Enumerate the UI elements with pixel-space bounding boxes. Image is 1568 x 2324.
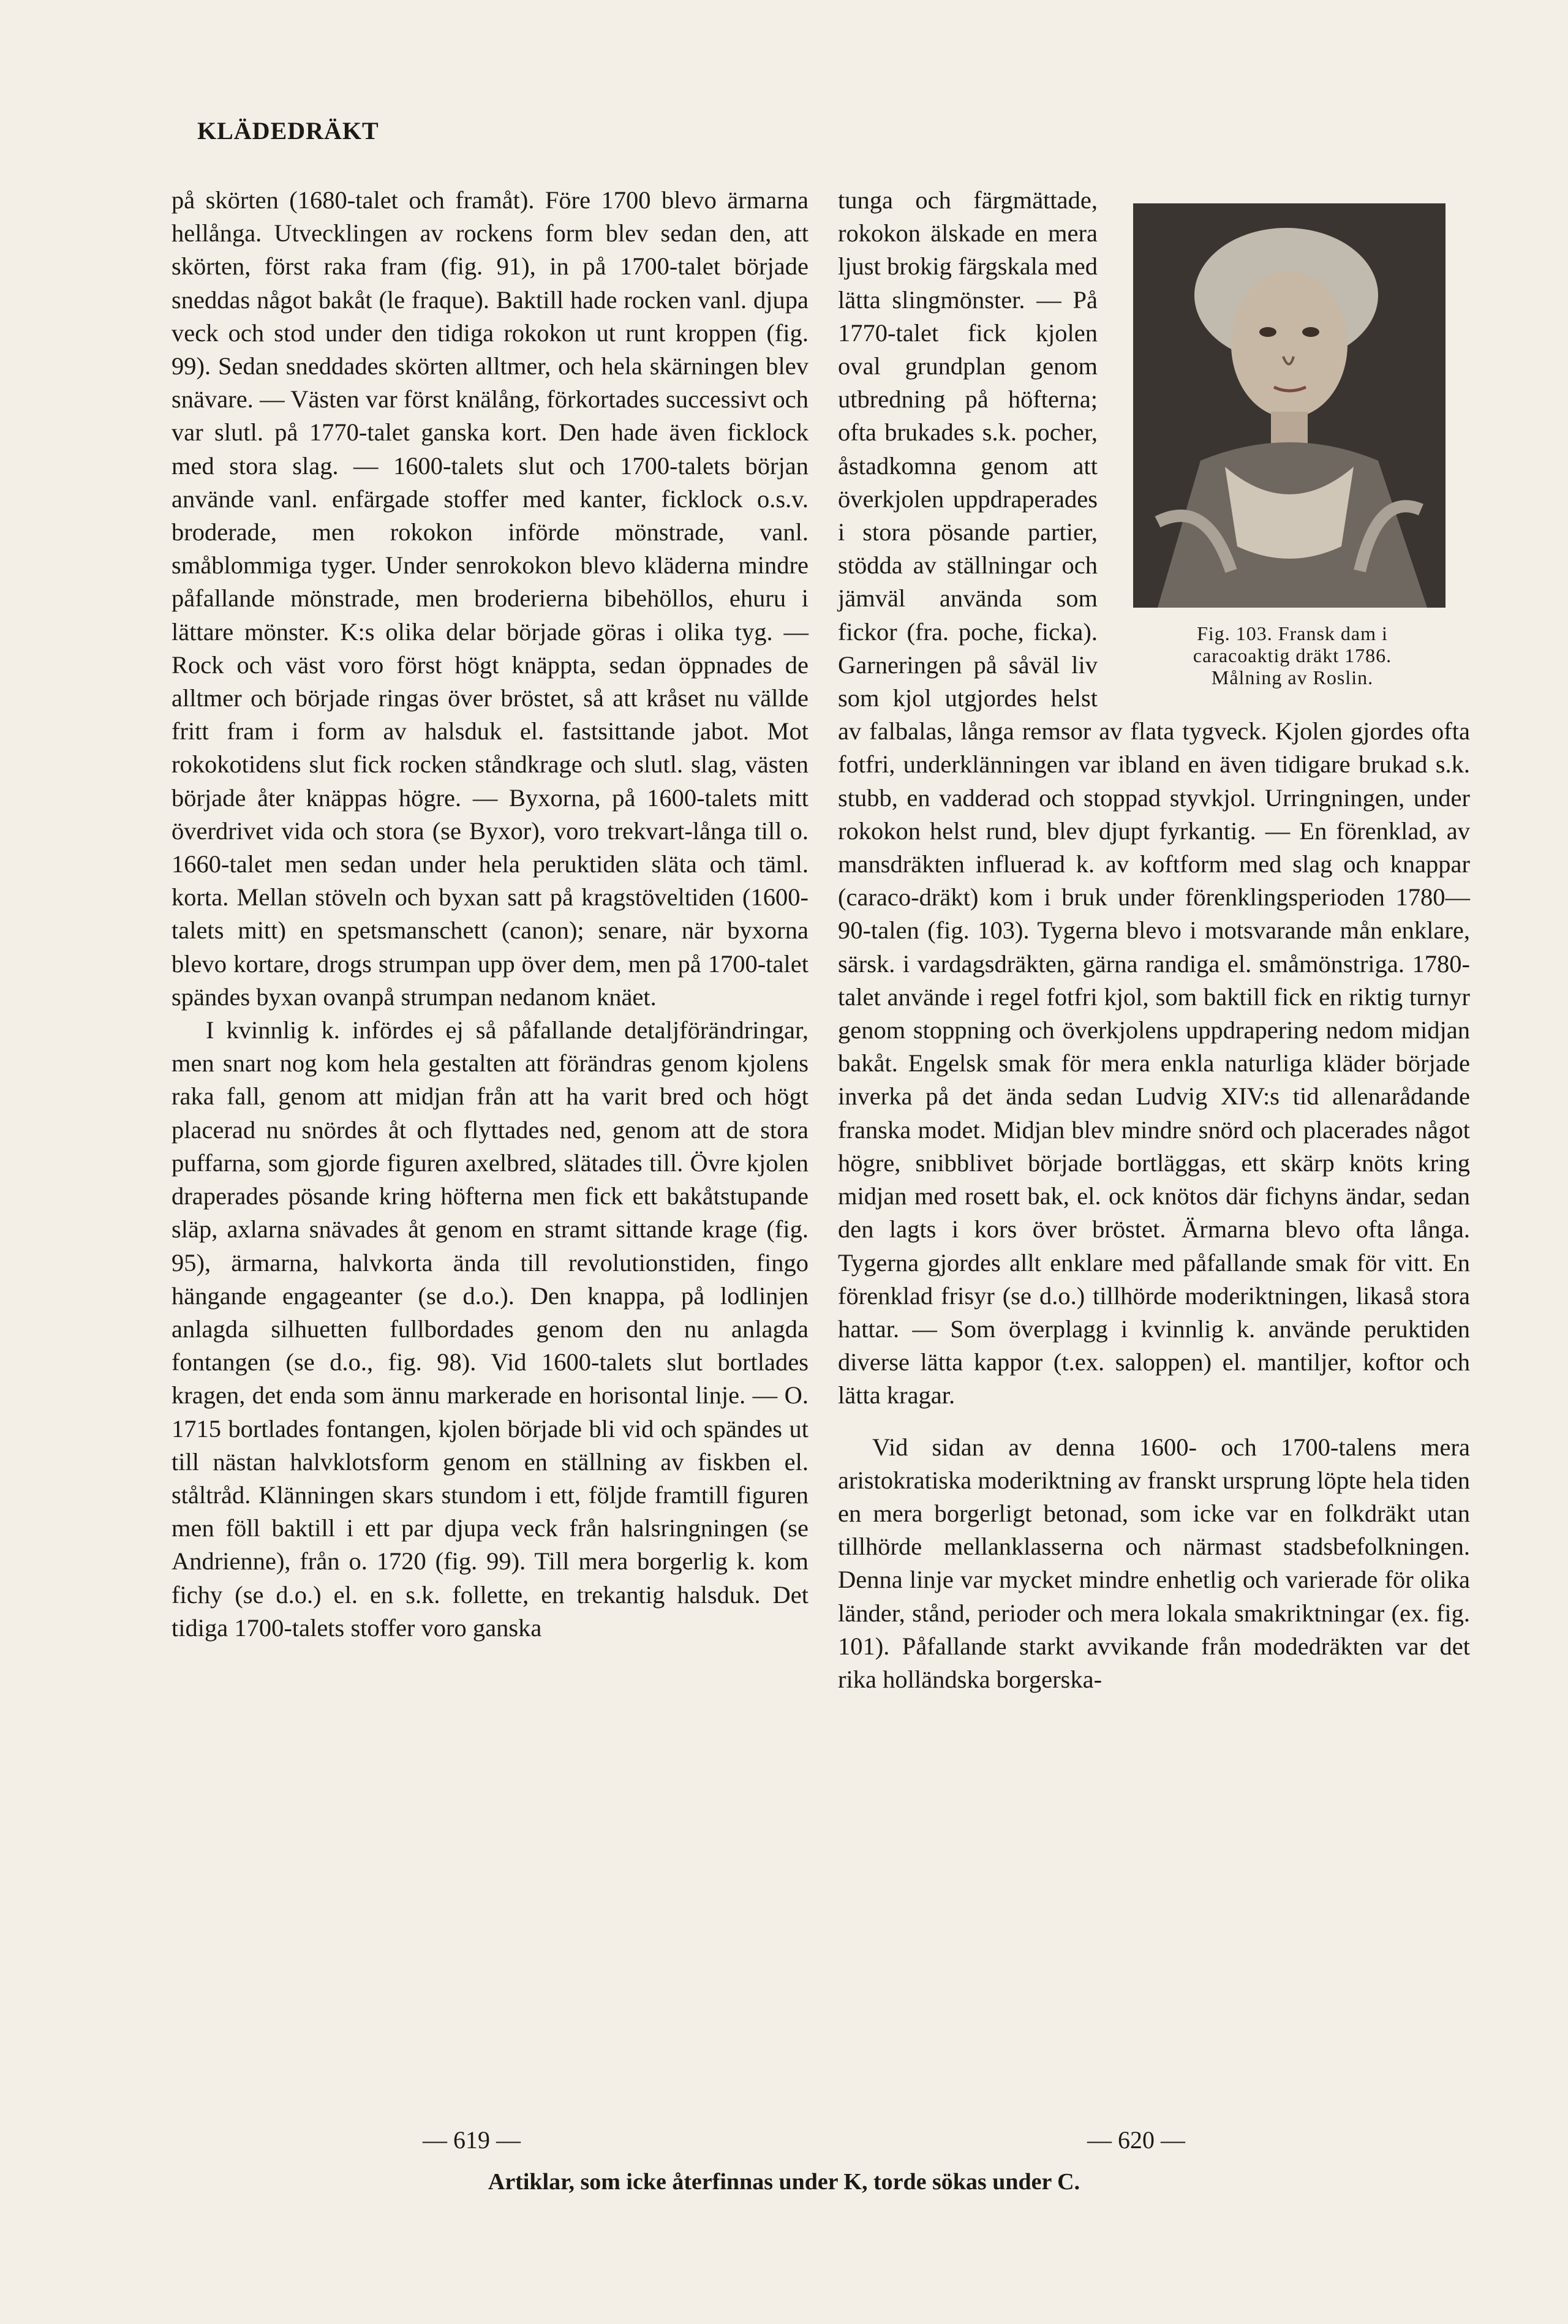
footer-note: Artiklar, som icke återfinnas under K, torde sökas under C. xyxy=(488,2169,1080,2195)
left-column xyxy=(172,184,809,1645)
right-column xyxy=(838,184,1470,1696)
caption-line: Målning av Roslin. xyxy=(1211,666,1374,689)
page-number-left: — 619 — xyxy=(423,2126,521,2154)
figure-caption xyxy=(1115,622,1470,689)
page-header: KLÄDEDRÄKT xyxy=(197,117,379,145)
caption-line: Fig. 103. Fransk dam i xyxy=(1197,622,1388,644)
paragraph: Vid sidan av denna 1600- och 1700-talens mera aristokratiska moderiktning av franskt ursprung löpte hela tiden en mera borgerligt betonad, som icke var en folkdräkt utan tillhörde mellanklasserna och närmast stadsbefolkningen. Denna linje var mycket mindre enhetlig och varierade för olika länder, stånd, perioder och mera lokala smakriktningar (ex. fig. 101). Påfallande starkt avvikande från modedräkten var det rika holländska borgerska- xyxy=(838,1433,1470,1693)
portrait-illustration xyxy=(1133,203,1446,608)
figure-103 xyxy=(1115,203,1470,689)
paragraph: på skörten (1680-talet och framåt). Före 1700 blevo ärmarna hellånga. Utvecklingen av rockens form blev sedan den, att skörten, först raka fram (fig. 91), in på 1700-talet började sneddas något bakåt (le fraque). Baktill hade rocken vanl. djupa veck och stod under den tidiga rokokon ut runt kroppen (fig. 99). Sedan sneddades skörten alltmer, och hela skärningen blev snävare. — Västen var först knälång, förkortades successivt och var slutl. på 1770-talet ganska kort. Den hade även ficklock med stora slag. — 1600-talets slut och 1700-talets början använde vanl. enfärgade stoffer med kanter, ficklock o.s.v. broderade, men rokokon införde mönstrade, vanl. småblommiga tyger. Under senrokokon blevo kläderna mindre påfallande mönstrade, men broderierna bibehöllos, ehuru i lättare mönster. K:s olika delar började göras i olika tyg. — Rock och väst voro först högt knäppta, sedan öppnades de alltmer och började ringas över bröstet, så att kråset nu vällde fritt fram i form av halsduk el. fastsittande jabot. Mot rokokotidens slut fick rocken ståndkrage och slutl. slag, västen började åter knäppas högre. — Byxorna, på 1600-talets mitt överdrivet vida och stora (se Byxor), voro trekvart-långa till o. 1660-talet men sedan under hela peruktiden släta och täml. korta. Mellan stöveln och byxan satt på kragstöveltiden (1600-talets mitt) en spetsmanschett (canon); senare, när byxorna blevo kortare, drogs strumpan upp över dem, men på 1700-talet spändes byxan ovanpå strumpan nedanom knäet. xyxy=(172,186,809,1011)
paragraph: tunga och färgmättade, rokokon älskade en mera ljust brokig färgskala med lätta slingmönster. — På 1770-talet fick kjolen oval grundplan genom utbredning på höfterna; ofta brukades s.k. pocher, åstadkomna genom att överkjolen uppdraperades i stora pösande partier, stödda av ställningar och jämväl användа som fickor (fra. poche, ficka). Garneringen på såväl liv som kjol utgjordes helst av falbalas, långa remsor av flata tygveck. Kjolen gjordes ofta fotfri, underklänningen var ibland en även tidigare brukad s.k. stubb, en vadderad och stoppad styvkjol. Urringningen, under rokokon helst rund, blev djupt fyrkantig. — En förenklad, av mansdräkten influerad k. av koftform med slag och knappar (caraco-dräkt) kom i bruk under förenklingsperioden 1780—90-talen (fig. 103). Tygerna blevo i motsvarande mån enklare, särsk. i vardagsdräkten, gärna randiga el. småmönstriga. 1780-talet använde i regel fotfri kjol, som baktill fick en riktig turnyr genom stoppning och överkjolens uppdrapering nedom midjan bakåt. Engelsk smak för mera enkla naturliga kläder började inverka på det ända sedan Ludvig XIV:s tid allenarådande franska modet. Midjan blev mindre snörd och placerades något högre, snibblivet började bortläggas, ett skärp knöts kring midjan med rosett bak, el. ock knötos där fichyns ändar, sedan den lagts i kors över bröstet. Ärmarna blevo ofta långa. Tygerna gjordes allt enklare med påfallande smak för vitt. En förenklad frisyr (se d.o.) tillhörde moderiktningen, likaså stora hattar. — Som överplagg i kvinnlig k. använde peruktiden diverse lätta kappor (t.ex. saloppen) el. mantiljer, koftor och lätta kragar. xyxy=(838,186,1470,1409)
paragraph: I kvinnlig k. infördes ej så påfallande detaljförändringar, men snart nog kom hela gestalten att förändras genom kjolens raka fall, genom att midjan från att ha varit bred och högt placerad nu snördes åt och flyttades ned, genom att de stora puffarna, som gjorde figuren axelbred, slätades till. Övre kjolen draperades pösande kring höfterna men fick ett bakåtstupande släp, axlarna snävades åt genom en stramt sittande krage (fig. 95), ärmarna, halvkorta ända till revolutionstiden, fingo hängande engageanter (se d.o.). Den knappa, på lodlinjen anlagda silhuetten fullbordades genom den nu anlagda fontangen (se d.o., fig. 98). Vid 1600-talets slut bortlades kragen, det enda som ännu markerade en horisontal linje. — O. 1715 bortlades fontangen, kjolen började bli vid och spändes ut till nästan halvklotsform genom en ställning av fiskben el. ståltråd. Klänningen skars stundom i ett, följde framtill figuren men föll baktill i ett par djupa veck från halsringningen (se Andrienne), från o. 1720 (fig. 99). Till mera borgerlig k. kom fichy (se d.o.) el. en s.k. follette, en trekantig halsduk. Det tidiga 1700-talets stoffer voro ganska xyxy=(172,1016,809,1642)
caption-line: caracoaktig dräkt 1786. xyxy=(1193,644,1392,666)
page-number-right: — 620 — xyxy=(1087,2126,1185,2154)
portrait-image xyxy=(1133,203,1446,608)
